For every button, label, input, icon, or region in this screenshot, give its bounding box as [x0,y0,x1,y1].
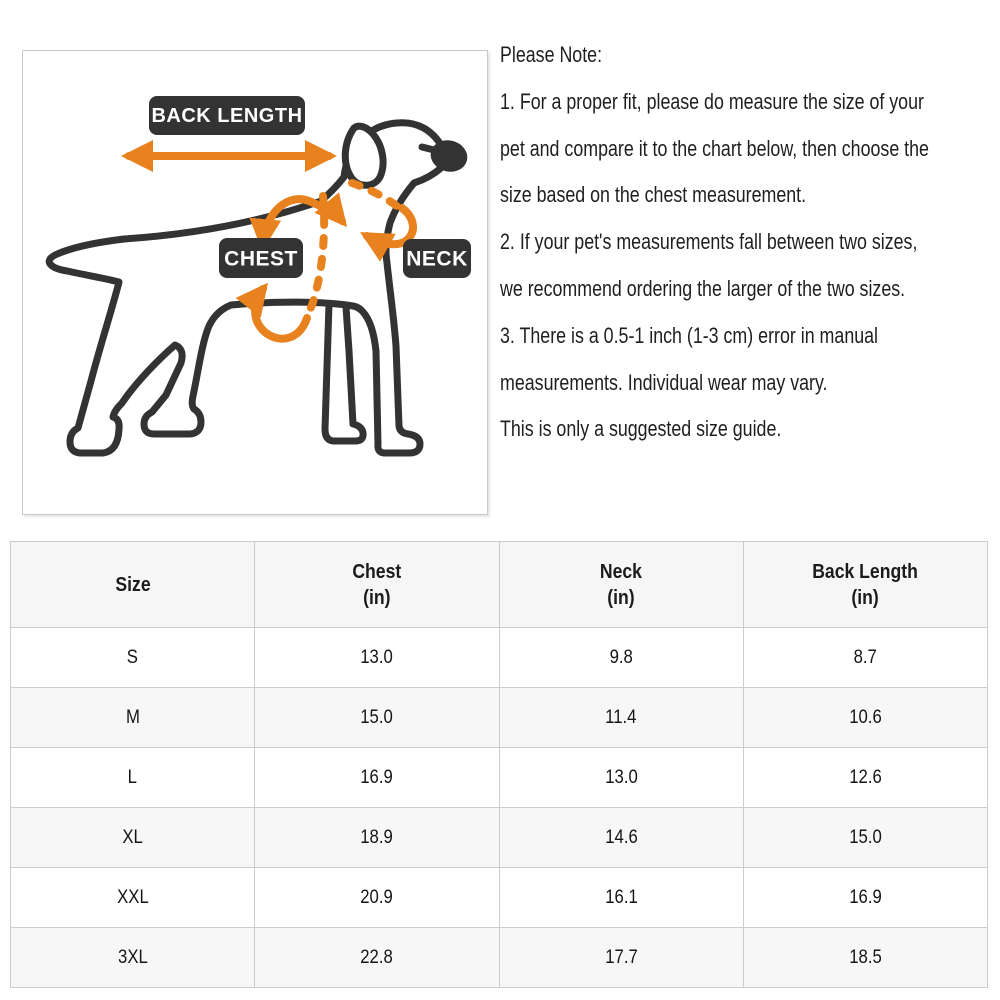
cell-chest: 20.9 [255,868,499,928]
cell-neck: 16.1 [499,868,743,928]
cell-neck: 14.6 [499,808,743,868]
dog-measurement-illustration [23,51,487,514]
cell-chest: 18.9 [255,808,499,868]
cell-back-length: 12.6 [743,748,987,808]
cell-size: L [11,748,255,808]
column-header-size: Size [11,542,255,628]
cell-back-length: 16.9 [743,868,987,928]
column-header-back-length: Back Length (in) [743,542,987,628]
note-line: This is only a suggested size guide. [500,416,782,442]
back-length-label-text: BACK LENGTH [151,105,303,127]
size-table-header-row [11,542,988,628]
table-row-m [11,688,988,748]
cell-neck: 13.0 [499,748,743,808]
neck-label-text: NECK [406,247,468,271]
table-row-xl [11,808,988,868]
size-table [10,541,988,988]
note-line: pet and compare it to the chart below, then choose the [500,135,929,161]
neck-girth-dashed-line [352,183,402,210]
cell-neck: 9.8 [499,628,743,688]
cell-chest: 13.0 [255,628,499,688]
dog-body-outline-path [49,123,445,453]
cell-size: XXL [11,868,255,928]
cell-back-length: 18.5 [743,928,987,988]
table-row-l [11,748,988,808]
cell-back-length: 8.7 [743,628,987,688]
cell-neck: 17.7 [499,928,743,988]
cell-size: XL [11,808,255,868]
notes-title: Please Note: [500,42,603,67]
dog-nose-icon [431,141,466,172]
note-line: 3. There is a 0.5-1 inch (1-3 cm) error in manual [500,322,879,348]
table-row-xxl [11,868,988,928]
note-line: we recommend ordering the larger of the two sizes. [500,275,906,301]
table-row-3xl [11,928,988,988]
notes-section [500,32,1000,453]
cell-chest: 15.0 [255,688,499,748]
cell-back-length: 15.0 [743,808,987,868]
cell-size: S [11,628,255,688]
cell-neck: 11.4 [499,688,743,748]
cell-size: M [11,688,255,748]
note-line: 1. For a proper fit, please do measure the size of your [500,88,924,114]
measurement-diagram-panel [22,50,488,515]
column-header-neck: Neck (in) [499,542,743,628]
cell-back-length: 10.6 [743,688,987,748]
note-line: size based on the chest measurement. [500,182,807,208]
note-line: 2. If your pet's measurements fall between two sizes, [500,229,918,255]
note-line: measurements. Individual wear may vary. [500,369,828,395]
dog-ear [345,126,383,185]
dog-nose-bridge-line [422,147,434,150]
dog-far-front-leg-path [325,304,363,441]
chest-girth-arc [255,289,307,339]
cell-size: 3XL [11,928,255,988]
chest-girth-dashed-line [307,196,324,315]
column-header-chest: Chest (in) [255,542,499,628]
cell-chest: 22.8 [255,928,499,988]
chest-label-text: CHEST [224,247,298,271]
cell-chest: 16.9 [255,748,499,808]
table-row-s [11,628,988,688]
